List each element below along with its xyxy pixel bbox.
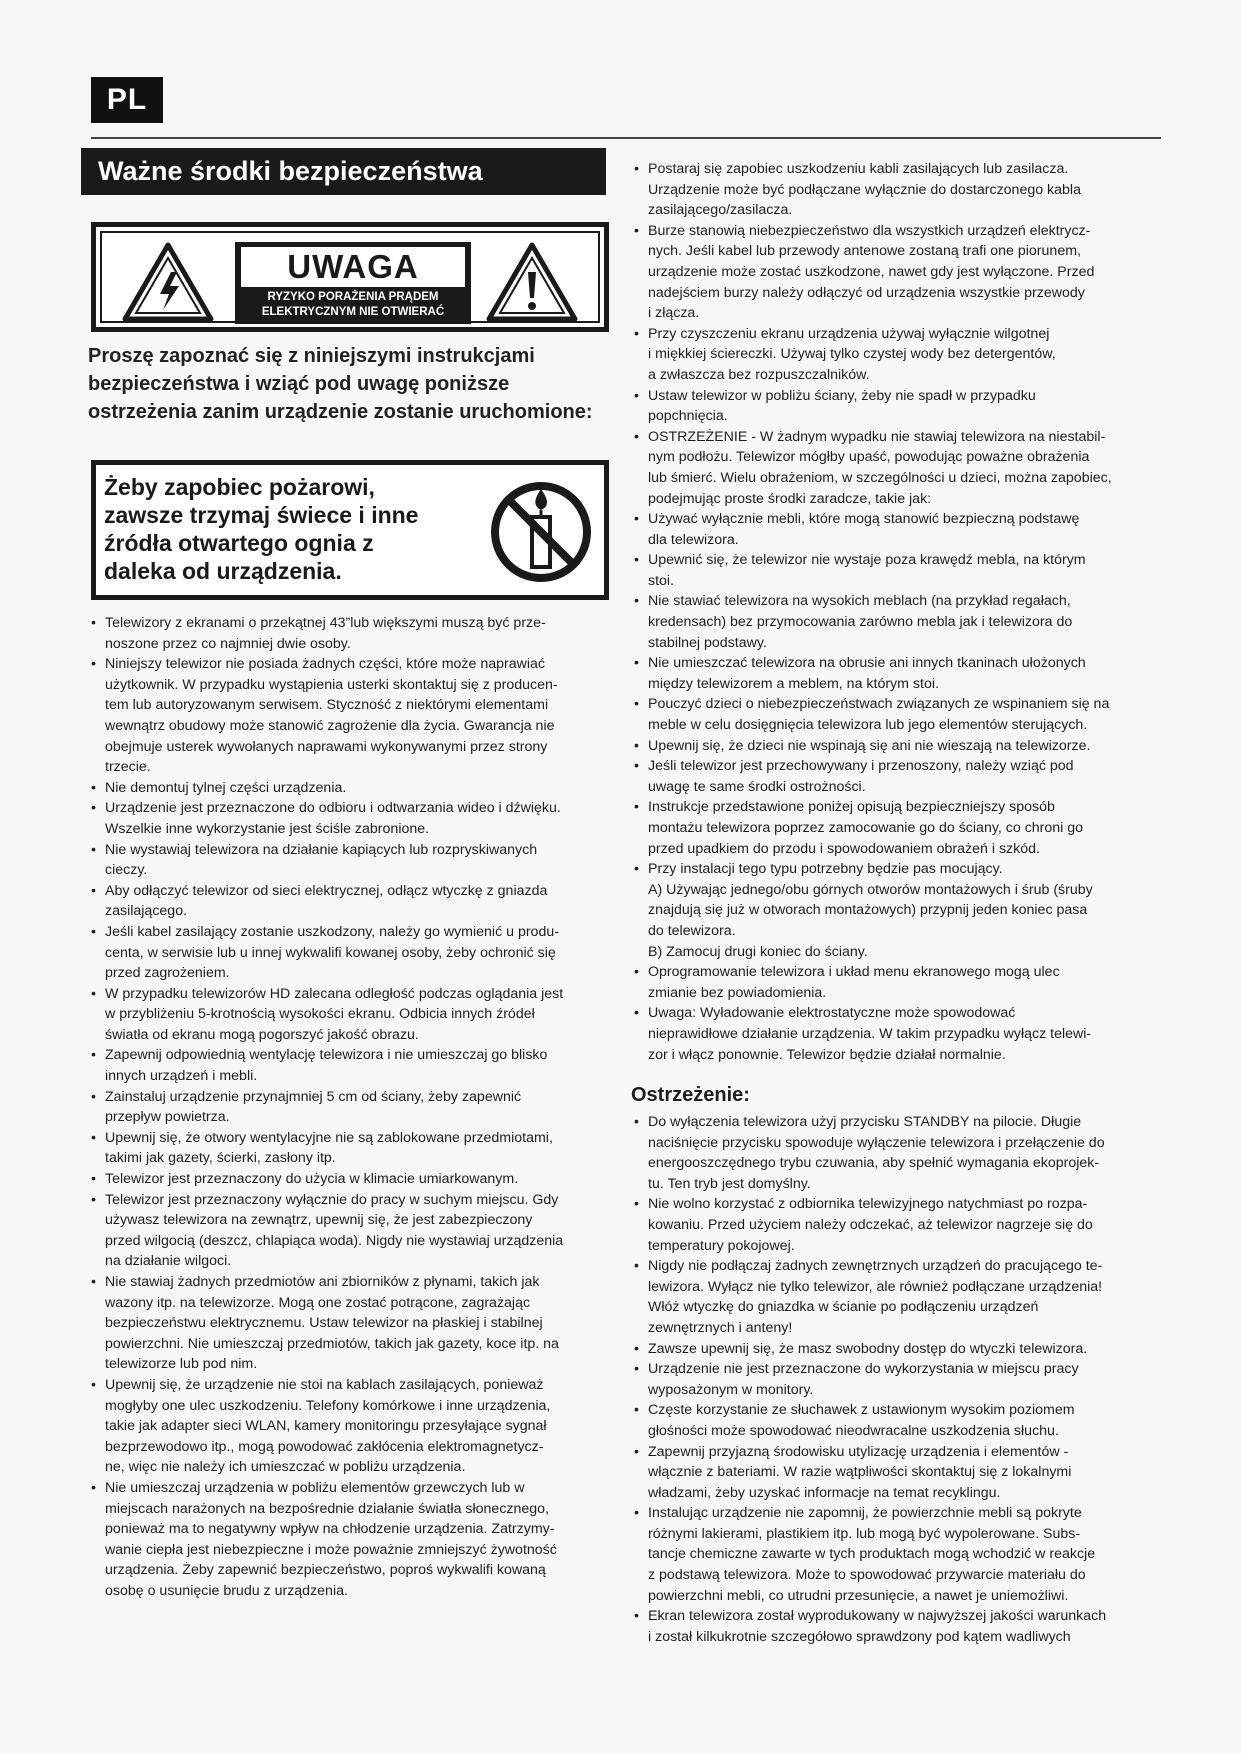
list-item: • Telewizory z ekranami o przekątnej 43”lub większymi muszą być prze- noszone przez co najmniej dwie osoby.: [88, 613, 610, 654]
language-badge: PL: [91, 77, 163, 123]
uwaga-line-2: ELEKTRYCZNYM NIE OTWIERAĆ: [261, 306, 445, 318]
list-item: • Jeśli kabel zasilający zostanie uszkodzony, należy go wymienić u produ- centa, w serwisie lub u innej wykwalifi kowanej osoby, żeby ochronić się przed zagrożeniem.: [88, 922, 610, 984]
list-item: • W przypadku telewizorów HD zalecana odległość podczas oglądania jest w przybliżeniu 5-krotnością wysokości ekranu. Odbicia innych źródeł światła od ekranu mogą pogorszyć jakość obrazu.: [88, 984, 610, 1046]
list-item: • Aby odłączyć telewizor od sieci elektrycznej, odłącz wtyczkę z gniazda zasilającego.: [88, 881, 610, 922]
fire-warning-text: Żeby zapobiec pożarowi, zawsze trzymaj świece i inne źródła otwartego ognia z daleka od urządzenia.: [104, 474, 419, 584]
list-item: • Upewnij się, że otwory wentylacyjne nie są zablokowane przedmiotami, takimi jak gazety, ścierki, zasłony itp.: [88, 1128, 610, 1169]
list-item: • Używać wyłącznie mebli, które mogą stanowić bezpieczną podstawę dla telewizora.: [631, 509, 1161, 550]
list-item: • Zainstaluj urządzenie przynajmniej 5 cm od ściany, żeby zapewnić przepływ powietrza.: [88, 1087, 610, 1128]
header-divider: [91, 137, 1161, 139]
list-item: • Urządzenie jest przeznaczone do odbioru i odtwarzania wideo i dźwięku. Wszelkie inne wykorzystanie jest ściśle zabronione.: [88, 798, 610, 839]
list-item: • Ekran telewizora został wyprodukowany w najwyższej jakości warunkach i został kilkukrotnie szczegółowo sprawdzony pod kątem wadliwych: [631, 1606, 1161, 1647]
list-item: • Nie umieszczaj urządzenia w pobliżu elementów grzewczych lub w miejscach narażonych na bezpośrednie działanie światła słonecznego, ponieważ ma to negatywny wpływ na chłodzenie urządzenia. Zatrzymy- wanie ciepła jest niebezpieczne i może poważnie zmniejszyć żywotność urządzenia. Żeby zapewnić bezpieczeństwo, poproś wykwalifi kowaną osobę o usunięcie brudu z urządzenia.: [88, 1478, 610, 1602]
list-item: • Nie stawiać telewizora na wysokich meblach (na przykład regałach, kredensach) bez przymocowania zarówno mebla jak i telewizora do stabilnej podstawy.: [631, 591, 1161, 653]
uwaga-subtitle: [235, 290, 471, 320]
list-item: • Nie wolno korzystać z odbiornika telewizyjnego natychmiast po rozpa- kowaniu. Przed użyciem należy odczekać, aż telewizor nagrzeje się do temperatury pokojowej.: [631, 1194, 1161, 1256]
list-item: • Upewnij się, że dzieci nie wspinają się ani nie wieszają na telewizorze.: [631, 736, 1161, 757]
list-item: • OSTRZEŻENIE - W żadnym wypadku nie stawiaj telewizora na niestabil- nym podłożu. Telewizor mógłby upaść, powodując poważne obrażenia lub śmierć. Wielu obrażeniom, w szczególności u dzieci, można zapobiec, podejmując proste środki zaradcze, takie jak:: [631, 427, 1161, 509]
intro-instructions: Proszę zapoznać się z niniejszymi instrukcjami bezpieczeństwa i wziąć pod uwagę poniższe ostrzeżenia zanim urządzenie zostanie uruchomione:: [88, 345, 593, 423]
no-open-flame-icon: [488, 479, 594, 585]
list-item: • Częste korzystanie ze słuchawek z ustawionym wysokim poziomem głośności może spowodować nieodwracalne uszkodzenia słuchu.: [631, 1400, 1161, 1441]
list-item: • Oprogramowanie telewizora i układ menu ekranowego mogą ulec zmianie bez powiadomienia.: [631, 962, 1161, 1003]
list-item: • Nie stawiaj żadnych przedmiotów ani zbiorników z płynami, takich jak wazony itp. na telewizorze. Mogą one zostać potrącone, zagrażając bezpieczeństwu elektrycznemu. Ustaw telewizor na płaskiej i stabilnej powierzchni. Nie umieszczaj przedmiotów, takich jak gazety, koce itp. na telewizorze lub pod nim.: [88, 1272, 610, 1375]
electric-shock-warning-box: [91, 222, 609, 332]
list-item: • Niniejszy telewizor nie posiada żadnych części, które może naprawiać użytkownik. W przypadku wystąpienia usterki skontaktuj się z producen- tem lub autoryzowanym serwisem. Styczność z niektórymi elementami wewnątrz obudowy może stanowić zagrożenie dla życia. Gwarancja nie obejmuje usterek wywołanych naprawami wykonywanymi przez strony trzecie.: [88, 654, 610, 778]
list-item: • Przy instalacji tego typu potrzebny będzie pas mocujący. A) Używając jednego/obu górnych otworów montażowych i śrub (śruby znajdują się już w otworach montażowych) przypnij jeden koniec pasa do telewizora. B) Zamocuj drugi koniec do ściany.: [631, 859, 1161, 962]
section-title: Ważne środki bezpieczeństwa: [81, 148, 606, 195]
list-item: • Przy czyszczeniu ekranu urządzenia używaj wyłącznie wilgotnej i miękkiej ściereczki. Używaj tylko czystej wody bez detergentów, a zwłaszcza bez rozpuszczalników.: [631, 324, 1161, 386]
list-item: • Postaraj się zapobiec uszkodzeniu kabli zasilających lub zasilacza. Urządzenie może być podłączane wyłącznie do dostarczonego kabla zasilającego/zasilacza.: [631, 159, 1161, 221]
list-item: • Nie umieszczać telewizora na obrusie ani innych tkaninach ułożonych między telewizorem a meblem, na którym stoi.: [631, 653, 1161, 694]
warning-list: [631, 1112, 1161, 1647]
uwaga-line-1: RYZYKO PORAŻENIA PRĄDEM: [267, 291, 439, 303]
list-item: • Zapewnij odpowiednią wentylację telewizora i nie umieszczaj go blisko innych urządzeń i mebli.: [88, 1045, 610, 1086]
list-item: • Urządzenie nie jest przeznaczone do wykorzystania w miejscu pracy wyposażonym w monitory.: [631, 1359, 1161, 1400]
list-item: • Telewizor jest przeznaczony wyłącznie do pracy w suchym miejscu. Gdy używasz telewizora na zewnątrz, upewnij się, że jest zabezpieczony przed wilgocią (deszcz, chlapiąca woda). Nigdy nie wystawiaj urządzenia na działanie wilgoci.: [88, 1190, 610, 1272]
list-item: • Upewnić się, że telewizor nie wystaje poza krawędź mebla, na którym stoi.: [631, 550, 1161, 591]
list-item: • Uwaga: Wyładowanie elektrostatyczne może spowodować nieprawidłowe działanie urządzenia. W takim przypadku wyłącz telewi- zor i włącz ponownie. Telewizor będzie działał normalnie.: [631, 1003, 1161, 1065]
list-item: • Ustaw telewizor w pobliżu ściany, żeby nie spadł w przypadku popchnięcia.: [631, 386, 1161, 427]
list-item: • Zapewnij przyjazną środowisku utylizację urządzenia i elementów - włącznie z bateriami. W razie wątpliwości skontaktuj się z lokalnymi władzami, żeby uzyskać informacje na temat recyklingu.: [631, 1442, 1161, 1504]
safety-list-right: [631, 159, 1161, 1065]
list-item: • Jeśli telewizor jest przechowywany i przenoszony, należy wziąć pod uwagę te same środki ostrożności.: [631, 756, 1161, 797]
exclamation-triangle-icon: [486, 242, 578, 322]
list-item: • Nigdy nie podłączaj żadnych zewnętrznych urządzeń do pracującego te- lewizora. Wyłącz nie tylko telewizor, ale również podłączane urządzenia! Włóż wtyczkę do gniazdka w ścianie po podłączeniu urządzeń zewnętrznych i anteny!: [631, 1256, 1161, 1338]
list-item: • Upewnij się, że urządzenie nie stoi na kablach zasilających, ponieważ mogłyby one ulec uszkodzeniu. Telefony komórkowe i inne urządzenia, takie jak adapter sieci WLAN, kamery monitoringu przesyłające sygnał bezprzewodowo itp., mogą powodować zakłócenia elektromagnetycz- ne, więc nie należy ich umieszczać w pobliżu urządzenia.: [88, 1375, 610, 1478]
list-item: • Nie demontuj tylnej części urządzenia.: [88, 778, 610, 799]
list-item: • Instalując urządzenie nie zapomnij, że powierzchnie mebli są pokryte różnymi lakierami, plastikiem itp. lub mogą być wypolerowane. Subs- tancje chemiczne zawarte w tych produktach mogą wchodzić w reakcje z podstawą telewizora. Może to spowodować przywarcie materiału do powierzchni mebli, co utrudni przesunięcie, a nawet je uniemożliwi.: [631, 1503, 1161, 1606]
list-item: • Instrukcje przedstawione poniżej opisują bezpieczniejszy sposób montażu telewizora poprzez zamocowanie go do ściany, co chroni go przed upadkiem do przodu i spowodowaniem obrażeń i szkód.: [631, 797, 1161, 859]
uwaga-label-panel: [235, 242, 471, 324]
warning-inner-frame: [100, 231, 600, 323]
fire-warning-box: [91, 460, 609, 600]
safety-list-left: [88, 613, 610, 1602]
warning-heading: Ostrzeżenie:: [631, 1084, 750, 1106]
lightning-triangle-icon: [122, 242, 214, 322]
list-item: • Pouczyć dzieci o niebezpieczeństwach związanych ze wspinaniem się na meble w celu dosięgnięcia telewizora lub jego elementów sterujących.: [631, 694, 1161, 735]
list-item: • Telewizor jest przeznaczony do użycia w klimacie umiarkowanym.: [88, 1169, 610, 1190]
list-item: • Burze stanowią niebezpieczeństwo dla wszystkich urządzeń elektrycz- nych. Jeśli kabel lub przewody antenowe zostaną trafi one piorunem, urządzenie może zostać uszkodzone, nawet gdy jest wyłączone. Przed nadejściem burzy należy odłączyć od urządzenia wszystkie przewody i złącza.: [631, 221, 1161, 324]
list-item: • Do wyłączenia telewizora użyj przycisku STANDBY na pilocie. Długie naciśnięcie przycisku spowoduje wyłączenie telewizora i przełączenie do energooszczędnego trybu czuwania, aby spełnić wymagania ekoprojek- tu. Ten tryb jest domyślny.: [631, 1112, 1161, 1194]
list-item: • Nie wystawiaj telewizora na działanie kapiących lub rozpryskiwanych cieczy.: [88, 840, 610, 881]
list-item: • Zawsze upewnij się, że masz swobodny dostęp do wtyczki telewizora.: [631, 1339, 1161, 1360]
uwaga-title: UWAGA: [241, 247, 465, 287]
